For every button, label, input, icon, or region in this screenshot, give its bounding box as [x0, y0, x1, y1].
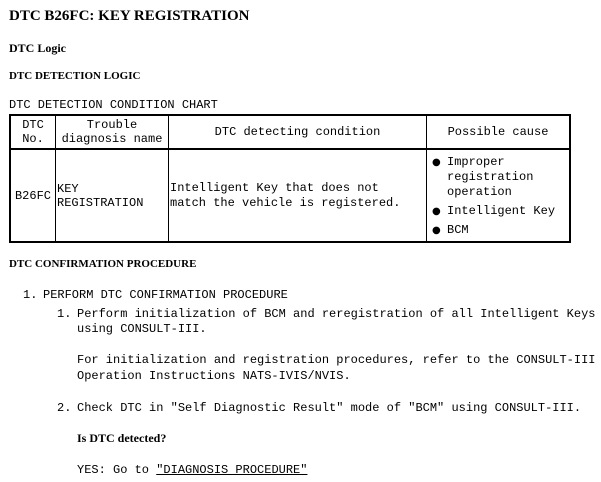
- diagnosis-procedure-link[interactable]: "DIAGNOSIS PROCEDURE": [156, 463, 308, 477]
- cause-text: BCM: [447, 222, 469, 237]
- cause-list: [428, 152, 568, 240]
- cell-dtc-no: B26FC: [10, 149, 56, 242]
- note-line1: For initialization and registration procedures, refer to the CONSULT-III: [77, 353, 596, 367]
- cause-item: [432, 204, 568, 219]
- chart-title: DTC DETECTION CONDITION CHART: [9, 98, 218, 112]
- substep-1-number: 1.: [57, 307, 72, 321]
- substep-1-line1: Perform initialization of BCM and reregistration of all Intelligent Keys: [77, 307, 596, 321]
- table-row: [10, 149, 570, 242]
- header-trouble-line1: Trouble: [86, 118, 138, 132]
- bullet-icon: ●: [432, 205, 441, 217]
- header-dtc-no: [10, 115, 56, 149]
- cause-text: operation: [447, 184, 512, 199]
- header-dtc-no-line1: DTC: [22, 118, 44, 132]
- substep-1-line2: using CONSULT-III.: [77, 322, 207, 336]
- detection-condition-table: [9, 114, 571, 243]
- table-header-row: [10, 115, 570, 149]
- question-text: Is DTC detected?: [77, 431, 167, 445]
- header-cause: Possible cause: [427, 115, 571, 149]
- step-1-title: PERFORM DTC CONFIRMATION PROCEDURE: [43, 288, 288, 302]
- yes-prefix: YES: Go to: [77, 463, 157, 477]
- section-heading-confirmation: DTC CONFIRMATION PROCEDURE: [9, 258, 197, 270]
- header-trouble-name: [56, 115, 169, 149]
- header-dtc-no-line2: No.: [22, 132, 44, 146]
- page-title: DTC B26FC: KEY REGISTRATION: [9, 8, 250, 24]
- step-1-number: 1.: [23, 288, 38, 302]
- cause-item: [432, 223, 568, 238]
- header-condition: DTC detecting condition: [169, 115, 427, 149]
- section-heading-dtc-logic: DTC Logic: [9, 41, 66, 55]
- section-heading-detection-logic: DTC DETECTION LOGIC: [9, 70, 141, 82]
- cause-item: [432, 155, 568, 200]
- cause-text: Improper: [447, 154, 505, 169]
- yes-line: [77, 462, 307, 478]
- cell-trouble-name: KEY REGISTRATION: [56, 149, 169, 242]
- cell-condition: [169, 149, 427, 242]
- bullet-icon: ●: [432, 156, 441, 168]
- cause-text: registration: [447, 169, 534, 184]
- condition-line1: Intelligent Key that does not: [170, 180, 379, 195]
- substep-2-text: Check DTC in "Self Diagnostic Result" mode of "BCM" using CONSULT-III.: [77, 401, 582, 415]
- cell-causes: [427, 149, 571, 242]
- cause-text: Intelligent Key: [447, 203, 556, 218]
- bullet-icon: ●: [432, 224, 441, 236]
- substep-2-number: 2.: [57, 401, 72, 415]
- condition-line2: match the vehicle is registered.: [170, 195, 401, 210]
- header-trouble-line2: diagnosis name: [61, 132, 163, 146]
- note-line2: Operation Instructions NATS-IVIS/NVIS.: [77, 369, 351, 383]
